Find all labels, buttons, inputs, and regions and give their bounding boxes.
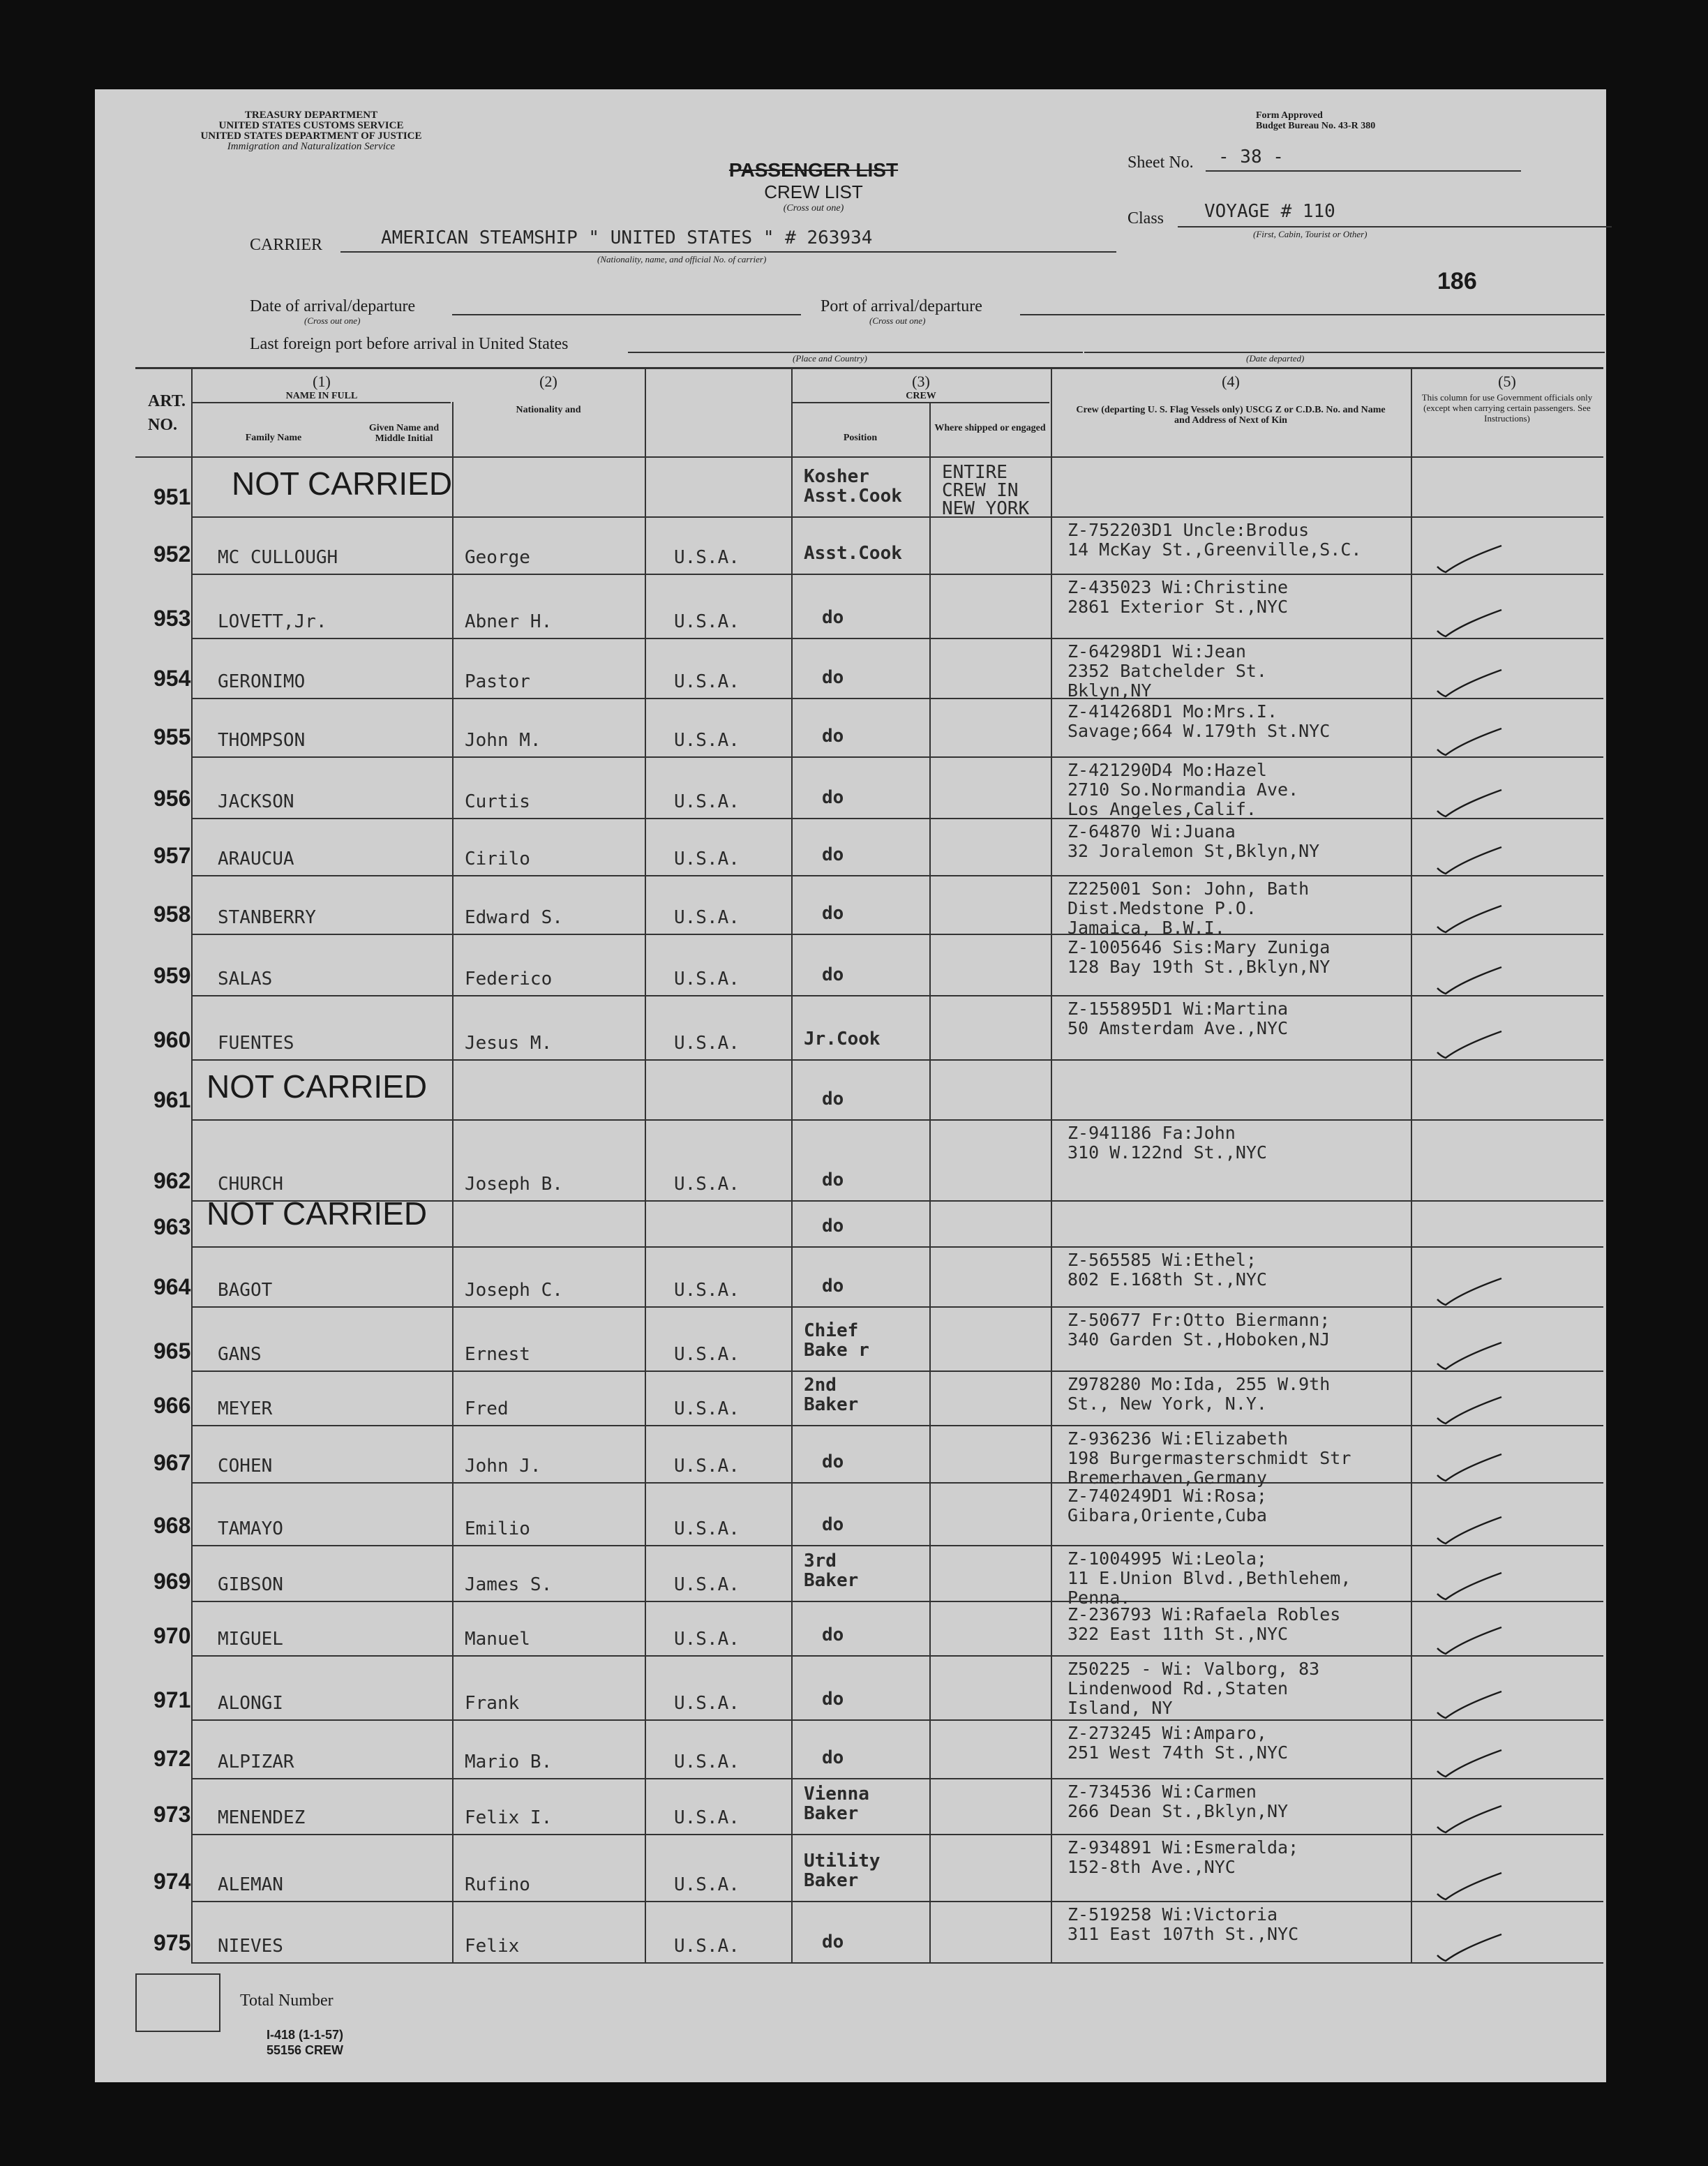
position-line: do [822,903,844,924]
next-of-kin-line: Bremerhaven,Germany [1068,1467,1267,1488]
nationality: U.S.A. [674,730,740,751]
port-cross-note: (Cross out one) [869,315,926,326]
nationality: U.S.A. [674,1398,740,1419]
not-carried-stamp: NOT CARRIED [232,465,453,502]
art-number: 966 [153,1393,191,1418]
nationality: U.S.A. [674,1174,740,1195]
position-line: do [822,1624,844,1645]
next-of-kin-line: 266 Dean St.,Bklyn,NY [1068,1801,1289,1821]
next-of-kin-line: 340 Garden St.,Hoboken,NJ [1068,1329,1331,1350]
position-line: do [822,1689,844,1710]
next-of-kin-line: Z-64298D1 Wi:Jean [1068,641,1246,662]
form-id: I-418 (1-1-57) [267,2028,344,2042]
family-name: TAMAYO [218,1518,283,1539]
nationality: U.S.A. [674,969,740,989]
date-label: Date of arrival/departure [250,297,416,315]
given-name-header: Given Name and Middle Initial [368,423,440,444]
given-name: Pastor [465,671,530,692]
next-of-kin-line: Z-734536 Wi:Carmen [1068,1782,1257,1802]
position-line: do [822,1932,844,1952]
given-name: Federico [465,969,553,989]
given-name: James S. [465,1574,553,1595]
next-of-kin-line: 310 W.122nd St.,NYC [1068,1142,1267,1163]
position-line: do [822,844,844,865]
row-rule [191,1778,1603,1779]
art-number: 955 [153,724,191,749]
next-of-kin-line: Dist.Medstone P.O. [1068,898,1257,918]
col2-number: (2) [539,373,557,390]
art-number: 970 [153,1623,191,1648]
art-number: 969 [153,1569,191,1594]
family-name: FUENTES [218,1033,294,1054]
nationality: U.S.A. [674,1693,740,1714]
row-rule [191,934,1603,935]
row-rule [191,1601,1603,1602]
nationality: U.S.A. [674,671,740,692]
given-name: Jesus M. [465,1033,553,1054]
check-mark-icon [1434,1802,1504,1837]
given-name: Fred [465,1398,509,1419]
check-mark-icon [1434,1027,1504,1062]
family-name: MIGUEL [218,1629,283,1650]
position-line: Baker [804,1394,859,1415]
next-of-kin-line: Los Angeles,Calif. [1068,799,1257,819]
next-of-kin-line: 198 Burgermasterschmidt Str [1068,1448,1351,1468]
next-of-kin-line: Z-435023 Wi:Christine [1068,577,1289,597]
art-number: 968 [153,1513,191,1538]
check-mark-icon [1434,1746,1504,1781]
nationality: U.S.A. [674,547,740,568]
col3-number: (3) [912,373,930,390]
row-rule [191,1306,1603,1308]
table-bottom-rule [191,1962,1603,1964]
given-name: Manuel [465,1629,530,1650]
family-name: ALEMAN [218,1874,283,1895]
col4-number: (4) [1222,373,1240,390]
nationality: U.S.A. [674,1874,740,1895]
not-carried-stamp: NOT CARRIED [207,1068,428,1105]
shipped-note-line: CREW IN [942,480,1019,501]
next-of-kin-line: Z-273245 Wi:Amparo, [1068,1723,1267,1743]
port-line [1020,314,1605,315]
position-line: 3rd [804,1551,837,1571]
position-line: Asst.Cook [804,543,902,564]
family-name: ALONGI [218,1693,283,1714]
check-mark-icon [1434,542,1504,576]
given-name: Abner H. [465,611,553,632]
position-line: Baker [804,1570,859,1591]
family-name: CHURCH [218,1174,283,1195]
nationality: U.S.A. [674,1936,740,1957]
next-of-kin-line: Z-934891 Wi:Esmeralda; [1068,1837,1299,1858]
row-rule [191,995,1603,996]
given-name: Felix I. [465,1807,553,1828]
position-line: Vienna [804,1784,869,1805]
total-number-box [135,1973,220,2032]
given-name: Felix [465,1936,520,1957]
family-name: JACKSON [218,791,294,812]
date-departed-line [1084,352,1605,353]
next-of-kin-line: 14 McKay St.,Greenville,S.C. [1068,539,1362,560]
check-mark-icon [1434,1930,1504,1965]
art-number: 952 [153,542,191,567]
position-line: Bake r [804,1340,869,1361]
row-rule [191,574,1603,575]
row-rule [191,698,1603,699]
position-line: do [822,1216,844,1237]
position-line: do [822,1089,844,1110]
given-name: John J. [465,1456,541,1477]
given-name: Cirilo [465,849,530,869]
class-value: VOYAGE # 110 [1204,201,1335,222]
family-name: STANBERRY [218,907,316,928]
shipped-note-line: NEW YORK [942,498,1030,519]
family-name: MEYER [218,1398,273,1419]
family-name: MENENDEZ [218,1807,306,1828]
family-name: THOMPSON [218,730,306,751]
check-mark-icon [1434,1623,1504,1658]
position-line: do [822,787,844,808]
art-number: 960 [153,1027,191,1052]
position-line: do [822,726,844,747]
art-number: 951 [153,484,191,509]
form-approved-text: Form Approved [1256,110,1323,121]
given-name: Emilio [465,1518,530,1539]
row-rule [191,756,1603,758]
next-of-kin-line: 128 Bay 19th St.,Bklyn,NY [1068,957,1331,977]
row-rule [191,1901,1603,1902]
nationality: U.S.A. [674,1344,740,1365]
budget-bureau-text: Budget Bureau No. 43-R 380 [1256,121,1376,131]
col-divider [645,367,646,1962]
position-header: Position [843,433,878,443]
position-line: do [822,667,844,688]
art-number: 965 [153,1338,191,1364]
given-name: John M. [465,730,541,751]
col-divider [452,402,454,1962]
entire-crew-note [942,463,1029,518]
given-name: Curtis [465,791,530,812]
next-of-kin-line: Bklyn,NY [1068,680,1152,701]
row-rule [191,638,1603,639]
given-name: Joseph B. [465,1174,563,1195]
form-approval [1256,110,1375,131]
agency-line: TREASURY DEPARTMENT [244,110,378,121]
header-bottom-rule [135,456,1603,458]
next-of-kin-line: 251 West 74th St.,NYC [1068,1742,1289,1763]
table-top-rule [135,367,1603,369]
art-number: 956 [153,786,191,811]
check-mark-icon [1434,606,1504,641]
family-name-header: Family Name [245,433,302,443]
nationality: U.S.A. [674,1807,740,1828]
shipped-header: Where shipped or engaged [934,423,1046,433]
nationality: U.S.A. [674,1033,740,1054]
check-mark-icon [1434,666,1504,701]
official-use-header: This column for use Government officials only (except when carrying certain passengers. See Instructions) [1421,392,1593,424]
check-mark-icon [1434,1687,1504,1722]
row-rule [191,1370,1603,1372]
next-of-kin-line: Z-1004995 Wi:Leola; [1068,1548,1267,1569]
check-mark-icon [1434,1513,1504,1548]
carrier-note: (Nationality, name, and official No. of carrier) [597,254,767,264]
art-no-header: ART. NO. [148,392,186,434]
crew-header: CREW [906,391,936,401]
nationality: U.S.A. [674,1629,740,1650]
header-sub-rule [191,402,451,403]
agency-line: UNITED STATES DEPARTMENT OF JUSTICE [200,130,422,142]
next-of-kin-line: Z-155895D1 Wi:Martina [1068,999,1289,1019]
next-of-kin-line: Z-752203D1 Uncle:Brodus [1068,520,1310,540]
agency-block [137,110,486,152]
position-line: Chief [804,1320,859,1341]
crew-list-title: CREW LIST [764,181,863,202]
next-of-kin-line: 311 East 107th St.,NYC [1068,1924,1299,1944]
passenger-list-struck: PASSENGER LIST [728,159,899,181]
header-sub-rule [791,402,1049,403]
carrier-line [340,251,1116,253]
family-name: ARAUCUA [218,849,294,869]
class-line [1178,226,1612,227]
given-name: George [465,547,530,568]
position-line: 2nd [804,1375,837,1396]
col-divider [1051,367,1052,1962]
art-number: 964 [153,1274,191,1299]
family-name: ALPIZAR [218,1752,294,1772]
check-mark-icon [1434,1450,1504,1485]
check-mark-icon [1434,1393,1504,1428]
row-rule [191,1246,1603,1248]
carrier-label: CARRIER [250,236,323,254]
art-number: 961 [153,1087,191,1112]
check-mark-icon [1434,786,1504,821]
nationality: U.S.A. [674,849,740,869]
position-line: Baker [804,1803,859,1824]
art-number: 958 [153,902,191,927]
next-of-kin-line: 50 Amsterdam Ave.,NYC [1068,1018,1289,1038]
place-country-note: (Place and Country) [793,353,867,364]
art-number: 975 [153,1930,191,1955]
check-mark-icon [1434,963,1504,998]
art-number: 971 [153,1687,191,1712]
next-of-kin-line: 802 E.168th St.,NYC [1068,1269,1267,1290]
nationality: U.S.A. [674,611,740,632]
position-line: Baker [804,1870,859,1891]
next-of-kin-line: Z-565585 Wi:Ethel; [1068,1250,1257,1270]
next-of-kin-line: St., New York, N.Y. [1068,1394,1267,1414]
port-label: Port of arrival/departure [821,297,982,315]
position-line: do [822,1170,844,1190]
nationality: U.S.A. [674,1518,740,1539]
date-cross-note: (Cross out one) [304,315,361,326]
row-rule [191,1425,1603,1426]
art-number: 972 [153,1746,191,1771]
page-number: 186 [1437,268,1477,294]
next-of-kin-line: Island, NY [1068,1698,1173,1718]
next-of-kin-line: Gibara,Oriente,Cuba [1068,1505,1267,1525]
next-of-kin-line: 2352 Batchelder St. [1068,661,1267,681]
family-name: GERONIMO [218,671,306,692]
next-of-kin-line: Z-941186 Fa:John [1068,1123,1236,1143]
nationality: U.S.A. [674,791,740,812]
check-mark-icon [1434,902,1504,936]
check-mark-icon [1434,1869,1504,1904]
given-name: Edward S. [465,907,563,928]
position-line: Utility [804,1851,881,1872]
position-line: Asst.Cook [804,486,902,507]
last-port-label: Last foreign port before arrival in United States [250,335,569,353]
date-departed-note: (Date departed) [1246,353,1305,364]
next-of-kin-line: Z225001 Son: John, Bath [1068,879,1310,899]
next-of-kin-line: 11 E.Union Blvd.,Bethlehem, [1068,1568,1351,1588]
check-mark-icon [1434,843,1504,878]
row-rule [191,1834,1603,1835]
art-number: 957 [153,843,191,868]
art-number: 973 [153,1802,191,1827]
position-line: Kosher [804,466,869,487]
shipped-note-line: ENTIRE [942,462,1007,483]
family-name: BAGOT [218,1280,273,1301]
next-of-kin-line: Z-740249D1 Wi:Rosa; [1068,1486,1267,1506]
sheet-number: - 38 - [1218,147,1284,167]
next-of-kin-line: Z-50677 Fr:Otto Biermann; [1068,1310,1331,1330]
row-rule [191,1119,1603,1121]
col-divider [929,402,931,1962]
given-name: Joseph C. [465,1280,563,1301]
col-divider [791,367,793,1962]
nationality: U.S.A. [674,1752,740,1772]
check-mark-icon [1434,1274,1504,1309]
position-line: do [822,1276,844,1297]
row-rule [191,1655,1603,1657]
row-rule [191,1719,1603,1721]
check-mark-icon [1434,724,1504,759]
col5-number: (5) [1498,373,1516,390]
given-name: Ernest [465,1344,530,1365]
next-of-kin-line: 2861 Exterior St.,NYC [1068,597,1289,617]
position-line: do [822,607,844,628]
art-number: 954 [153,666,191,691]
next-of-kin-line: Lindenwood Rd.,Staten [1068,1678,1289,1698]
position-line: Jr.Cook [804,1029,881,1050]
class-label: Class [1128,209,1164,227]
nationality: U.S.A. [674,1574,740,1595]
family-name: LOVETT,Jr. [218,611,327,632]
next-of-kin-line: Z-64870 Wi:Juana [1068,821,1236,842]
row-rule [191,1059,1603,1061]
art-number: 953 [153,606,191,631]
next-of-kin-line: 2710 So.Normandia Ave. [1068,779,1299,800]
row-rule [191,516,1603,518]
check-mark-icon [1434,1338,1504,1373]
document-page [95,89,1606,2082]
col-divider [1411,367,1412,1962]
given-name: Mario B. [465,1752,553,1772]
check-mark-icon [1434,1569,1504,1604]
col-divider [191,367,193,1962]
given-name: Frank [465,1693,520,1714]
next-of-kin-line: Z-421290D4 Mo:Hazel [1068,760,1267,780]
next-of-kin-line: Z-519258 Wi:Victoria [1068,1904,1278,1925]
art-number: 963 [153,1214,191,1239]
row-rule [191,818,1603,819]
next-of-kin-line: Z50225 - Wi: Valborg, 83 [1068,1659,1320,1679]
col1-title: NAME IN FULL [285,391,358,401]
family-name: GIBSON [218,1574,283,1595]
sheet-label: Sheet No. [1128,154,1194,172]
position-line: do [822,964,844,985]
family-name: MC CULLOUGH [218,547,338,568]
col1-number: (1) [313,373,331,390]
class-note: (First, Cabin, Tourist or Other) [1253,229,1368,239]
agency-line: UNITED STATES CUSTOMS SERVICE [218,120,404,131]
next-of-kin-line: 322 East 11th St.,NYC [1068,1624,1289,1644]
row-rule [191,875,1603,876]
nationality: U.S.A. [674,907,740,928]
given-name: Rufino [465,1874,530,1895]
form-code: 55156 CREW [267,2043,344,2057]
position-line: do [822,1514,844,1535]
family-name: SALAS [218,969,273,989]
row-rule [191,1482,1603,1484]
family-name: GANS [218,1344,262,1365]
art-number: 959 [153,963,191,988]
next-of-kin-line: Z-414268D1 Mo:Mrs.I. [1068,701,1278,722]
position-line: do [822,1747,844,1768]
next-of-kin-line: Penna. [1068,1588,1131,1608]
total-number-label: Total Number [240,1992,334,2010]
art-number: 967 [153,1450,191,1475]
next-of-kin-line: Jamaica, B.W.I. [1068,918,1225,938]
row-rule [191,1545,1603,1546]
next-of-kin-line: Z-936236 Wi:Elizabeth [1068,1428,1289,1449]
list-title [709,159,918,214]
next-of-kin-line: 32 Joralemon St,Bklyn,NY [1068,841,1320,861]
cross-out-note: (Cross out one) [783,203,844,214]
family-name: NIEVES [218,1936,283,1957]
art-number: 974 [153,1869,191,1894]
next-of-kin-header: Crew (departing U. S. Flag Vessels only) USCG Z or C.D.B. No. and Name and Address of Next of Kin [1076,405,1386,426]
nationality: U.S.A. [674,1456,740,1477]
carrier-value: AMERICAN STEAMSHIP " UNITED STATES " # 263934 [381,227,873,248]
art-number: 962 [153,1168,191,1193]
next-of-kin-line: Savage;664 W.179th St.NYC [1068,721,1331,741]
next-of-kin-line: 152-8th Ave.,NYC [1068,1857,1236,1877]
family-name: COHEN [218,1456,273,1477]
sheet-line [1206,170,1521,172]
nationality-header: Nationality and [516,405,581,415]
nationality: U.S.A. [674,1280,740,1301]
next-of-kin-line: Z-236793 Wi:Rafaela Robles [1068,1604,1341,1624]
next-of-kin-line: Z978280 Mo:Ida, 255 W.9th [1068,1374,1331,1394]
date-line [452,314,801,315]
position-line: do [822,1451,844,1472]
next-of-kin-line: Z-1005646 Sis:Mary Zuniga [1068,937,1331,957]
agency-line: Immigration and Naturalization Service [227,141,396,152]
not-carried-stamp: NOT CARRIED [207,1195,428,1232]
